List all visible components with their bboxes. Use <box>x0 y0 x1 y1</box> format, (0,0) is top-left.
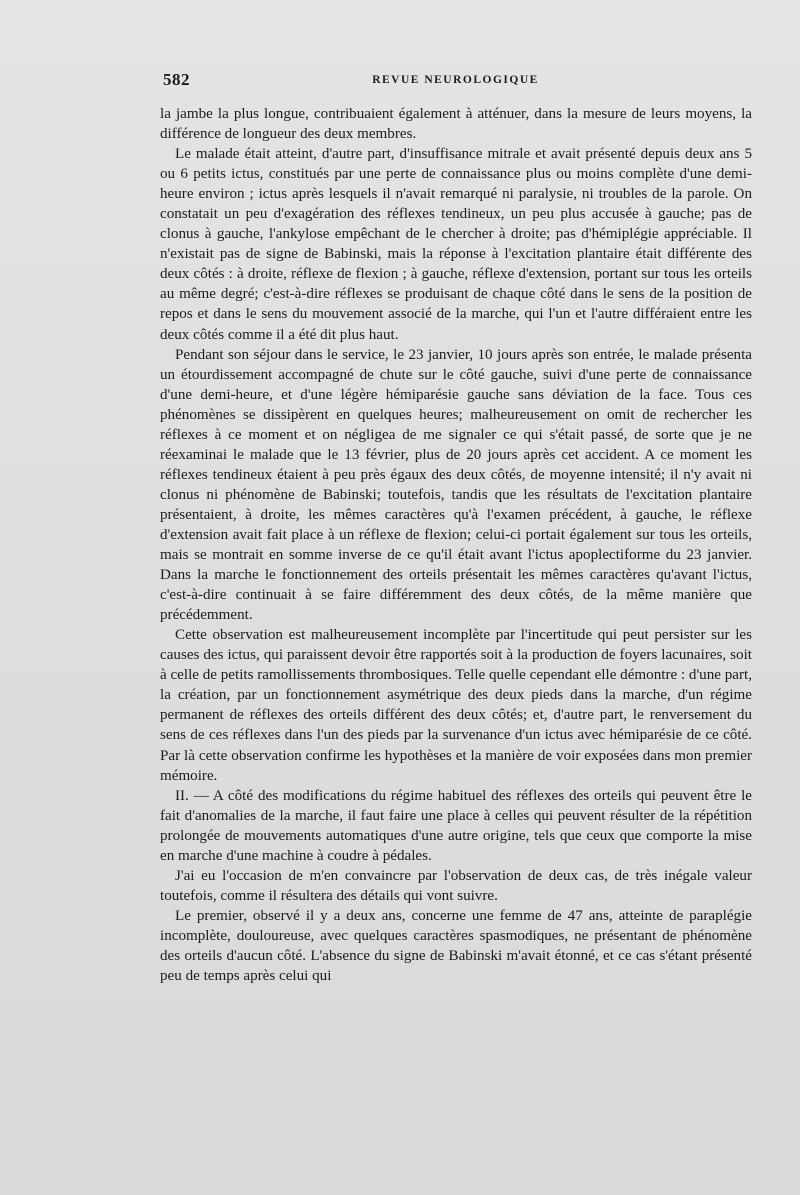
paragraph: Cette observation est malheureusement incomplète par l'incertitude qui peut persister sur les causes des ictus, qui paraissent devoir être rapportés soit à la production de foyers lacunaires, soit à celle de petits ramollissements thrombosiques. Telle quelle cependant elle démontre : d'une part, la création, par un fonctionnement asymétrique des deux pieds dans la marche, d'un régime permanent de réflexes des orteils différent des deux côtés; et, d'autre part, le renversement du sens de ces réflexes dans l'un des pieds par la survenance d'un ictus avec hémiparésie de ce côté. Par là cette observation confirme les hypothèses et la manière de voir exposées dans mon premier mémoire. <box>160 627 752 784</box>
paragraph: Pendant son séjour dans le service, le 23 janvier, 10 jours après son entrée, le malade présenta un étourdissement accompagné de chute sur le côté gauche, suivi d'une perte de connaissance d'une demi-heure, et d'une légère hémiparésie gauche sans déviation de la face. Tous ces phénomènes se dissipèrent en quelques heures; malheureusement on omit de rechercher les réflexes à ce moment et on négligea de me signaler ce qui s'était passé, de sorte que je ne réexaminai le malade que le 13 février, plus de 20 jours après cet accident. A ce moment les réflexes tendineux étaient à peu près égaux des deux côtés, de moyenne intensité; il n'y avait ni clonus ni phénomène de Babinski; toutefois, tandis que les résultats de l'excitation plantaire présentaient, à droite, les mêmes caractères qu'à l'examen précédent, à gauche, le réflexe d'extension avait fait place à un réflexe de flexion; celui-ci portait également sur tous les orteils, mais se montrait en somme inverse de ce qu'il était avant l'ictus apoplectiforme du 23 janvier. Dans la marche le fonctionnement des orteils présentait les mêmes caractères qu'avant l'ictus, c'est-à-dire continuait à se faire différemment des deux côtés, de la même manière que précédemment. <box>160 346 752 624</box>
page-number: 582 <box>163 70 190 89</box>
paragraph-section-ii: II. — A côté des modifications du régime habituel des réflexes des orteils qui peuvent être le fait d'anomalies de la marche, il faut faire une place à celles qui peuvent résulter de la répétition prolongée de mouvements automatiques d'une autre origine, tels que ceux que comporte la mise en marche d'une machine à coudre à pédales. <box>160 787 752 864</box>
page-header <box>163 70 748 92</box>
paragraph: Le malade était atteint, d'autre part, d'insuffisance mitrale et avait présenté depuis deux ans 5 ou 6 petits ictus, constitués par une perte de connaissance plus ou moins complète d'une demi-heure environ ; ictus après lesquels il n'avait remarqué ni paralysie, ni troubles de la parole. On constatait un peu d'exagération des réflexes tendineux, un peu plus accusée à gauche; pas de clonus à gauche, l'ankylose empêchant de le chercher à droite; pas d'hémiplégie appréciable. Il n'existait pas de signe de Babinski, mais la réponse à l'excitation plantaire était différente des deux côtés : à droite, réflexe de flexion ; à gauche, réflexe d'extension, portant sur tous les orteils au même degré; c'est-à-dire réflexes se produisant de chaque côté dans le sens de la position de repos et dans le sens du mouvement associé de la marche, qui l'un et l'autre différaient entre les deux côtés comme il a été dit plus haut. <box>160 146 752 343</box>
paragraph: J'ai eu l'occasion de m'en convaincre par l'observation de deux cas, de très inégale valeur toutefois, comme il résultera des détails qui vont suivre. <box>160 867 752 904</box>
body-text <box>160 104 752 986</box>
running-title: REVUE NEUROLOGIQUE <box>372 74 539 86</box>
paragraph-continuation: la jambe la plus longue, contribuaient également à atténuer, dans la mesure de leurs moyens, la différence de longueur des deux membres. <box>160 106 752 143</box>
paragraph: Le premier, observé il y a deux ans, concerne une femme de 47 ans, atteinte de paraplégie incomplète, douloureuse, avec quelques caractères spasmodiques, ne présentant de phénomène des orteils d'aucun côté. L'absence du signe de Babinski m'avait étonné, et ce cas s'étant présenté peu de temps après celui qui <box>160 907 752 985</box>
